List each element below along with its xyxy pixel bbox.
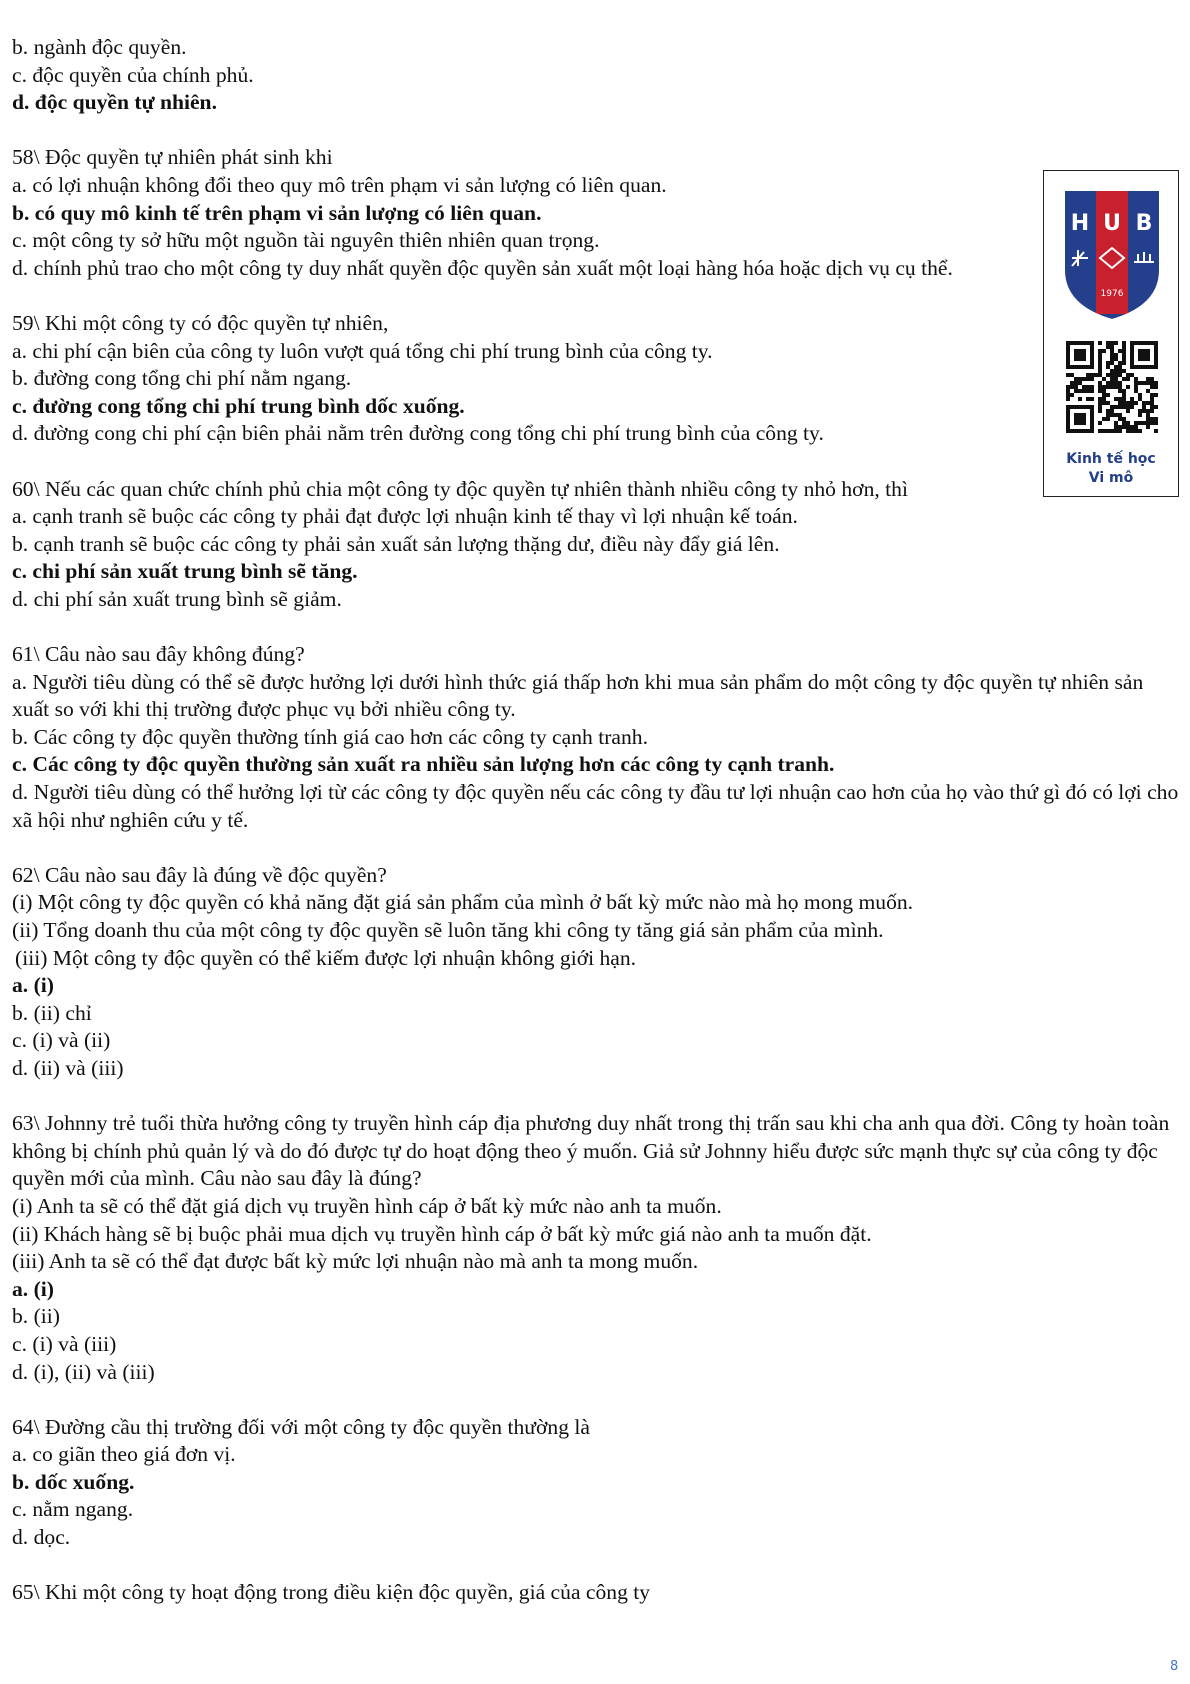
paragraph-gap	[12, 117, 1182, 145]
paragraph-gap	[12, 834, 1182, 862]
course-label	[1044, 450, 1178, 488]
text-line: d. (i), (ii) và (iii)	[12, 1359, 155, 1384]
text-line: (ii) Khách hàng sẽ bị buộc phải mua dịch vụ truyền hình cáp ở bất kỳ mức giá nào anh ta muốn đặt.	[12, 1221, 872, 1246]
answer-line-correct: c. chi phí sản xuất trung bình sẽ tăng.	[12, 559, 358, 584]
text-line: 61\ Câu nào sau đây không đúng?	[12, 642, 305, 667]
document-body	[12, 34, 1182, 1607]
text-line: c. nằm ngang.	[12, 1497, 134, 1522]
shield-letter-b: B	[1135, 211, 1153, 236]
shield-letter-u: U	[1103, 211, 1121, 236]
text-line: a. cạnh tranh sẽ buộc các công ty phải đạt được lợi nhuận kinh tế thay vì lợi nhuận kế toán.	[12, 504, 798, 529]
answer-line-correct: a. (i)	[12, 1276, 54, 1301]
text-line: d. đường cong chi phí cận biên phải nằm trên đường cong tổng chi phí trung bình của công ty.	[12, 421, 824, 446]
text-line: a. có lợi nhuận không đổi theo quy mô trên phạm vi sản lượng có liên quan.	[12, 172, 667, 197]
text-line: 64\ Đường cầu thị trường đối với một công ty độc quyền thường là	[12, 1414, 590, 1439]
page-number: 8	[1170, 1659, 1179, 1674]
text-line: a. Người tiêu dùng có thể sẽ được hưởng lợi dưới hình thức giá thấp hơn khi mua sản phẩm do một công ty độc quyền tự nhiên sản xuất so với khi thị trường được phục vụ bởi nhiều công ty.	[12, 669, 1144, 722]
text-line: b. đường cong tổng chi phí nằm ngang.	[12, 366, 352, 391]
course-label-line-1: Kinh tế học	[1066, 451, 1156, 467]
text-line: b. (ii) chỉ	[12, 1000, 92, 1025]
text-line: 60\ Nếu các quan chức chính phủ chia một công ty độc quyền tự nhiên thành nhiều công ty nhỏ hơn, thì	[12, 476, 908, 501]
answer-line-correct: c. Các công ty độc quyền thường sản xuất ra nhiều sản lượng hơn các công ty cạnh tranh.	[12, 752, 835, 777]
paragraph-gap	[12, 1386, 1182, 1414]
hub-shield-logo	[1060, 184, 1164, 324]
answer-line-correct: b. có quy mô kinh tế trên phạm vi sản lượng có liên quan.	[12, 200, 542, 225]
shield-year: 1976	[1100, 289, 1124, 299]
text-line: b. Các công ty độc quyền thường tính giá cao hơn các công ty cạnh tranh.	[12, 724, 648, 749]
text-line: b. ngành độc quyền.	[12, 35, 187, 59]
shield-letter-h: H	[1070, 211, 1090, 236]
answer-line-correct: a. (i)	[12, 973, 54, 998]
paragraph-gap	[12, 1552, 1182, 1580]
text-line: (i) Anh ta sẽ có thể đặt giá dịch vụ truyền hình cáp ở bất kỳ mức nào anh ta muốn.	[12, 1193, 722, 1218]
text-line: 58\ Độc quyền tự nhiên phát sinh khi	[12, 145, 333, 170]
course-label-line-2: Vi mô	[1088, 470, 1134, 486]
course-badge	[1043, 170, 1179, 497]
text-line: b. cạnh tranh sẽ buộc các công ty phải sản xuất sản lượng thặng dư, điều này đẩy giá lên.	[12, 531, 780, 556]
text-line: (ii) Tổng doanh thu của một công ty độc quyền sẽ luôn tăng khi công ty tăng giá sản phẩm của mình.	[12, 918, 884, 942]
text-line: c. độc quyền của chính phủ.	[12, 62, 254, 87]
text-line: (iii) Một công ty độc quyền có thể kiếm được lợi nhuận không giới hạn.	[15, 945, 637, 970]
text-line: 62\ Câu nào sau đây là đúng về độc quyền?	[12, 862, 387, 887]
text-line: (iii) Anh ta sẽ có thể đạt được bất kỳ mức lợi nhuận nào mà anh ta mong muốn.	[12, 1249, 699, 1274]
paragraph-gap	[12, 613, 1182, 641]
text-line: b. (ii)	[12, 1304, 60, 1329]
text-line: a. chi phí cận biên của công ty luôn vượt quá tổng chi phí trung bình của công ty.	[12, 338, 713, 363]
text-line: a. co giãn theo giá đơn vị.	[12, 1442, 236, 1467]
text-line: d. Người tiêu dùng có thể hưởng lợi từ các công ty độc quyền nếu các công ty đầu tư lợi nhuận cao hơn của họ vào thứ gì đó có lợi cho xã hội như nghiên cứu y tế.	[12, 780, 1179, 832]
text-line: c. một công ty sở hữu một nguồn tài nguyên thiên nhiên quan trọng.	[12, 228, 600, 253]
text-line: 65\ Khi một công ty hoạt động trong điều kiện độc quyền, giá của công ty	[12, 1580, 651, 1605]
answer-line-correct: b. dốc xuống.	[12, 1469, 135, 1494]
answer-line-correct: d. độc quyền tự nhiên.	[12, 90, 217, 115]
text-line: 59\ Khi một công ty có độc quyền tự nhiên,	[12, 310, 389, 335]
text-line: (i) Một công ty độc quyền có khả năng đặt giá sản phẩm của mình ở bất kỳ mức nào mà họ mong muốn.	[12, 890, 914, 915]
text-line: c. (i) và (ii)	[12, 1028, 111, 1053]
qr-code-icon[interactable]	[1066, 341, 1158, 433]
text-line: d. chi phí sản xuất trung bình sẽ giảm.	[12, 586, 342, 611]
answer-line-correct: c. đường cong tổng chi phí trung bình dốc xuống.	[12, 393, 465, 418]
paragraph-gap	[12, 1083, 1182, 1111]
paragraph-gap	[12, 282, 1182, 310]
text-line: 63\ Johnny trẻ tuổi thừa hưởng công ty truyền hình cáp địa phương duy nhất trong thị trấn sau khi cha anh qua đời. Công ty hoàn toàn không bị chính phủ quản lý và do đó được tự do hoạt động theo ý muốn. Giả sử Johnny hiểu được sức mạnh thực sự của công ty độc quyền mới của mình. Câu nào sau đây là đúng?	[12, 1111, 1170, 1191]
text-line: d. (ii) và (iii)	[12, 1055, 124, 1080]
text-line: c. (i) và (iii)	[12, 1331, 117, 1356]
text-line: d. dọc.	[12, 1525, 71, 1550]
paragraph-gap	[12, 448, 1182, 476]
text-line: d. chính phủ trao cho một công ty duy nhất quyền độc quyền sản xuất một loại hàng hóa hoặc dịch vụ cụ thể.	[12, 255, 953, 280]
